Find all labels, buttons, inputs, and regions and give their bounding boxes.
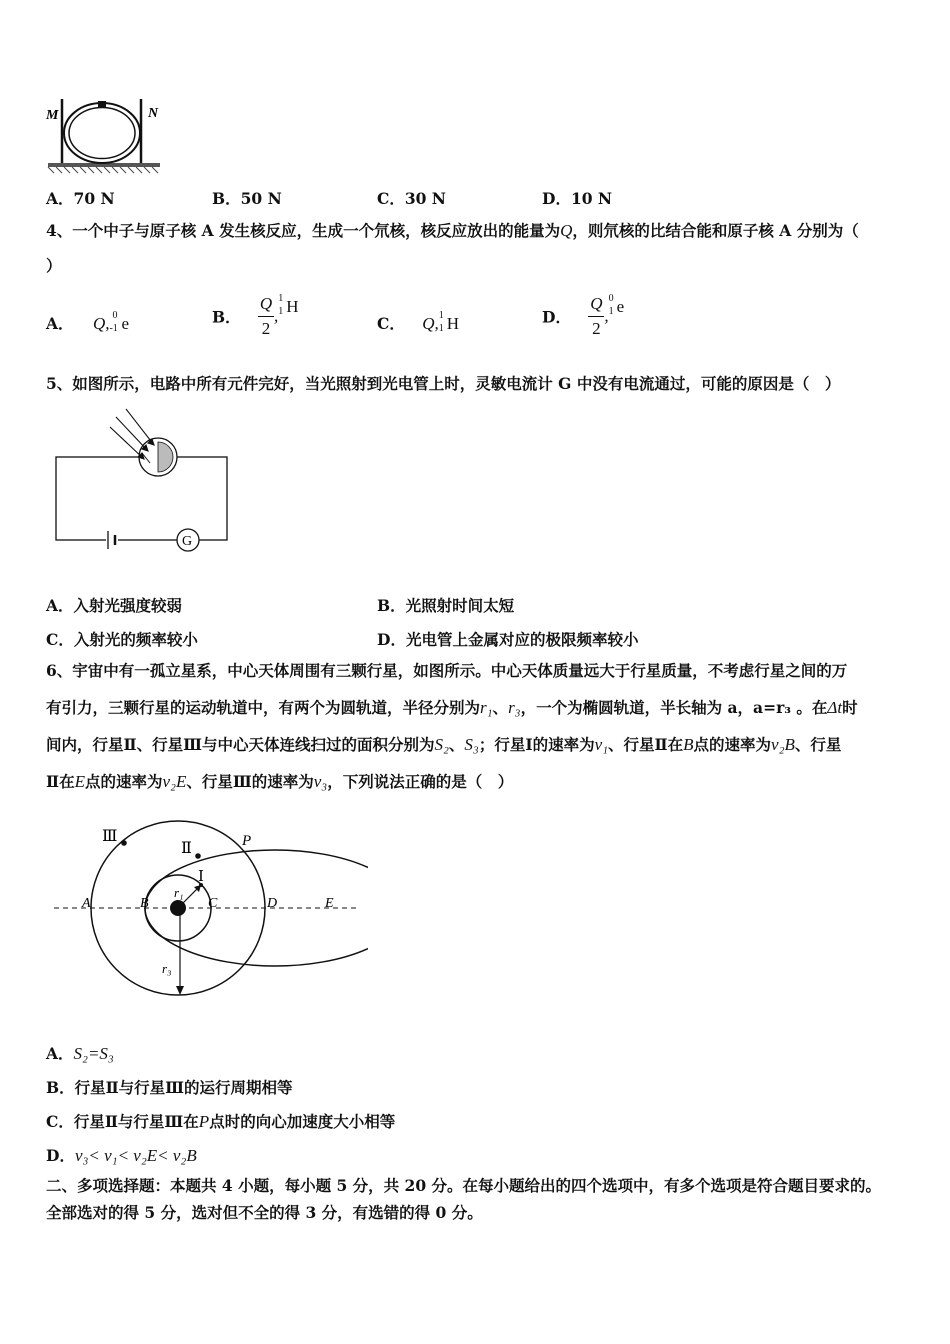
- q3-option-d[interactable]: D．10 N: [542, 189, 613, 208]
- q5-option-b[interactable]: B．光照射时间太短: [377, 596, 515, 615]
- point-label-e: E: [325, 896, 334, 911]
- galvanometer-label: G: [182, 534, 193, 549]
- q4-option-b[interactable]: B． $\frac{Q}{2}$ , 1 1 H: [212, 292, 299, 338]
- q5-option-a[interactable]: A．入射光强度较弱: [46, 596, 183, 615]
- wall-label-n: N: [148, 106, 159, 121]
- q5-option-c[interactable]: C．入射光的频率较小: [46, 630, 198, 649]
- orbit-label-ii: Ⅱ: [181, 840, 192, 857]
- wall-label-m: M: [46, 108, 59, 123]
- point-label-c: C: [208, 896, 218, 911]
- q4-option-d[interactable]: D． $\frac{Q}{2}$ , 0 1 e: [542, 292, 625, 338]
- radius-label-r1: r₁: [174, 885, 184, 900]
- q3-option-b[interactable]: B．50 N: [212, 189, 282, 208]
- q3-ring-figure: [40, 95, 170, 175]
- q4-option-a[interactable]: A． Q, 0 -1 e: [46, 310, 130, 334]
- q4-stem-line1: 4、一个中子与原子核 A 发生核反应，生成一个氘核，核反应放出的能量为Q，则氘核的比结合能和原子核 A 分别为（: [46, 221, 859, 240]
- q6-orbit-figure: [48, 815, 368, 1005]
- q3-option-c[interactable]: C．30 N: [377, 189, 446, 208]
- q5-stem: 5、如图所示，电路中所有元件完好，当光照射到光电管上时，灵敏电流计 G 中没有电流通过，可能的原因是（ ）: [46, 374, 841, 393]
- q6-option-b[interactable]: B．行星Ⅱ与行星Ⅲ的运行周期相等: [46, 1078, 293, 1097]
- section2-heading-line1: 二、多项选择题：本题共 4 小题，每小题 5 分，共 20 分。在每小题给出的四个选项中，有多个选项是符合题目要求的。: [46, 1176, 882, 1195]
- orbit-label-iii: Ⅲ: [102, 828, 118, 845]
- point-label-a: A: [82, 896, 91, 911]
- q6-option-d[interactable]: D．v₃< v₁< v₂E< v₂B: [46, 1146, 197, 1165]
- point-label-b: B: [140, 896, 149, 911]
- q4-stem-line2: ）: [46, 256, 62, 275]
- q6-stem: 6、宇宙中有一孤立星系，中心天体周围有三颗行星，如图所示。中心天体质量远大于行星质量，不考虑行星之间的万 有引力，三颗行星的运动轨道中，有两个为圆轨道，半径分别为r₁、r₃，一个为椭圆轨道，半长轴为 a，a=r₃ 。在Δt时 间内，行星Ⅱ、行星Ⅲ与中心天体连线扫过的面积分别为S₂、S₃；行星Ⅰ的速率为v₁、行星Ⅱ在B点的速率为v₂B、行星 Ⅱ在E点的速率为v₂E、行星Ⅲ的速率为v₃，下列说法正确的是（ ）: [46, 661, 858, 791]
- q3-option-a[interactable]: A．70 N: [46, 189, 115, 208]
- q6-option-c[interactable]: C．行星Ⅱ与行星Ⅲ在P点时的向心加速度大小相等: [46, 1112, 396, 1131]
- q6-option-a[interactable]: A．S₂=S₃: [46, 1044, 114, 1063]
- orbit-label-i: Ⅰ: [198, 869, 204, 885]
- point-label-d: D: [267, 896, 278, 911]
- section2-heading-line2: 全部选对的得 5 分，选对但不全的得 3 分，有选错的得 0 分。: [46, 1203, 483, 1222]
- q5-option-d[interactable]: D．光电管上金属对应的极限频率较小: [377, 630, 639, 649]
- q4-option-c[interactable]: C． Q, 1 1 H: [377, 310, 460, 334]
- point-label-p: P: [242, 833, 252, 849]
- radius-label-r3: r₃: [162, 961, 172, 976]
- q5-circuit-figure: [50, 405, 240, 555]
